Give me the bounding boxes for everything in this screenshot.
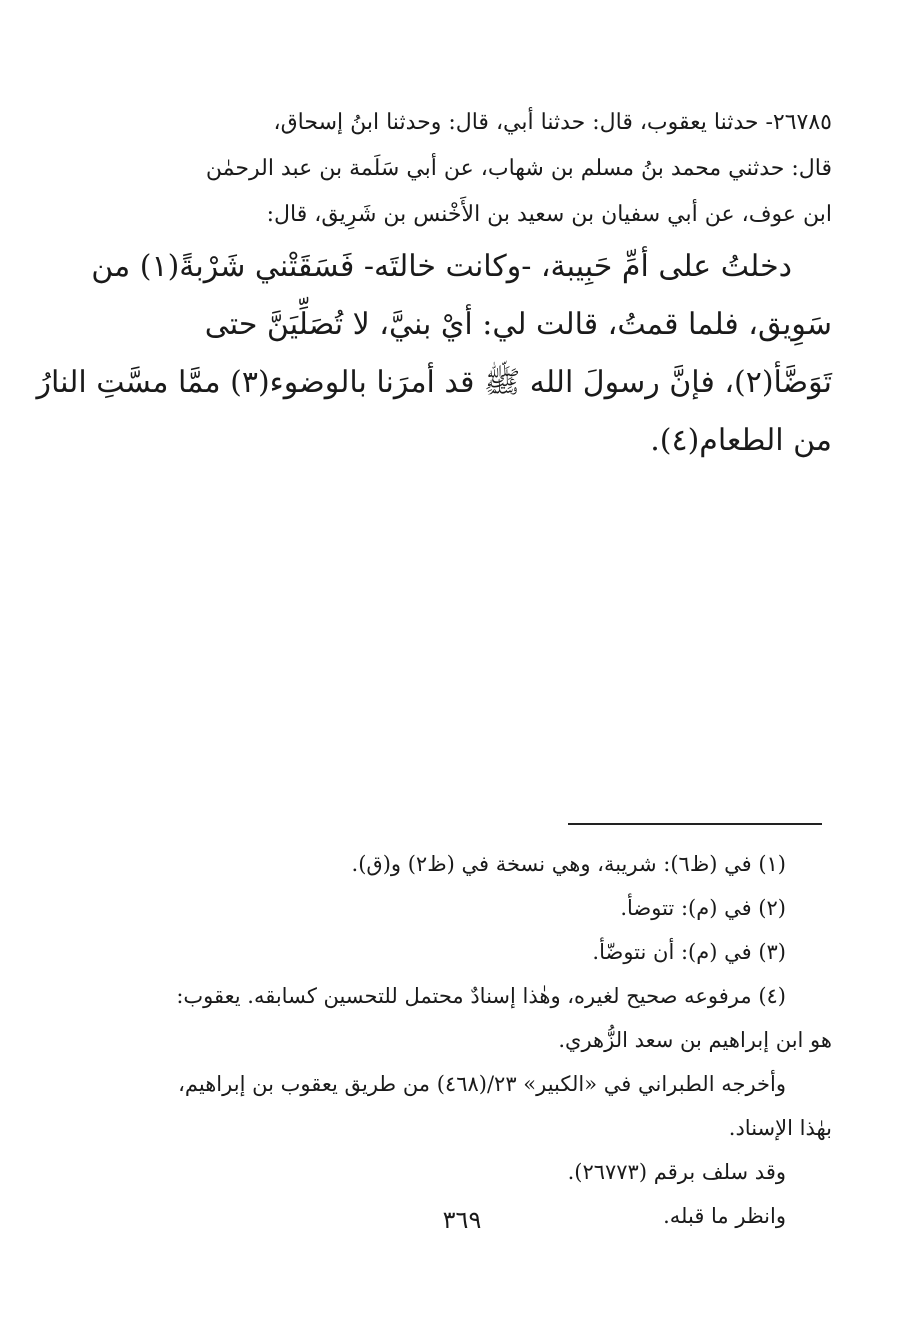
- matn-line: من الطعام(٤).: [650, 423, 832, 458]
- footnote: (٤) مرفوعه صحيح لغيره، وهٰذا إسنادٌ محتمل للتحسين كسابقه. يعقوب:: [176, 984, 786, 1008]
- footnote-paragraph: وأخرجه الطبراني في «الكبير» ٢٣/(٤٦٨) من طريق يعقوب بن إبراهيم،: [178, 1072, 786, 1096]
- isnad-line: قال: حدثني محمد بنُ مسلم بن شهاب، عن أبي سَلَمة بن عبد الرحمٰن: [205, 156, 832, 181]
- hadith-isnad: [128, 100, 832, 238]
- page-number: ٣٦٩: [442, 1206, 482, 1234]
- matn-line: سَوِيق، فلما قمتُ، قالت لي: أيْ بنيَّ، لا تُصَلِّيَنَّ حتى: [204, 307, 832, 342]
- footnote-divider: [568, 823, 822, 825]
- footnote-continuation: هو ابن إبراهيم بن سعد الزُّهري.: [558, 1028, 832, 1052]
- footnote: (١) في (ظ٦): شريبة، وهي نسخة في (ظ٢) و(ق).: [351, 852, 786, 876]
- matn-line: دخلتُ على أمِّ حَبِيبة، -وكانت خالتَه- فَسَقَتْني شَرْبةً(١) من: [91, 249, 792, 284]
- matn-line: تَوَضَّأ(٢)، فإنَّ رسولَ الله ﷺ قد أمرَنا بالوضوء(٣) ممَّا مسَّتِ النارُ: [36, 365, 832, 400]
- hadith-text: [36, 238, 832, 470]
- footnotes: [120, 842, 832, 1238]
- isnad-line: ٢٦٧٨٥- حدثنا يعقوب، قال: حدثنا أبي، قال: وحدثنا ابنُ إسحاق،: [273, 110, 832, 135]
- footnote: (٣) في (م): أن نتوضّأ.: [592, 940, 786, 964]
- footnote-paragraph: وانظر ما قبله.: [663, 1204, 786, 1228]
- footnote-paragraph: وقد سلف برقم (٢٦٧٧٣).: [567, 1160, 786, 1184]
- footnote-continuation: بهٰذا الإسناد.: [728, 1116, 832, 1140]
- isnad-line: ابن عوف، عن أبي سفيان بن سعيد بن الأَخْنس بن شَرِيق، قال:: [266, 202, 832, 227]
- footnote: (٢) في (م): تتوضأ.: [620, 896, 786, 920]
